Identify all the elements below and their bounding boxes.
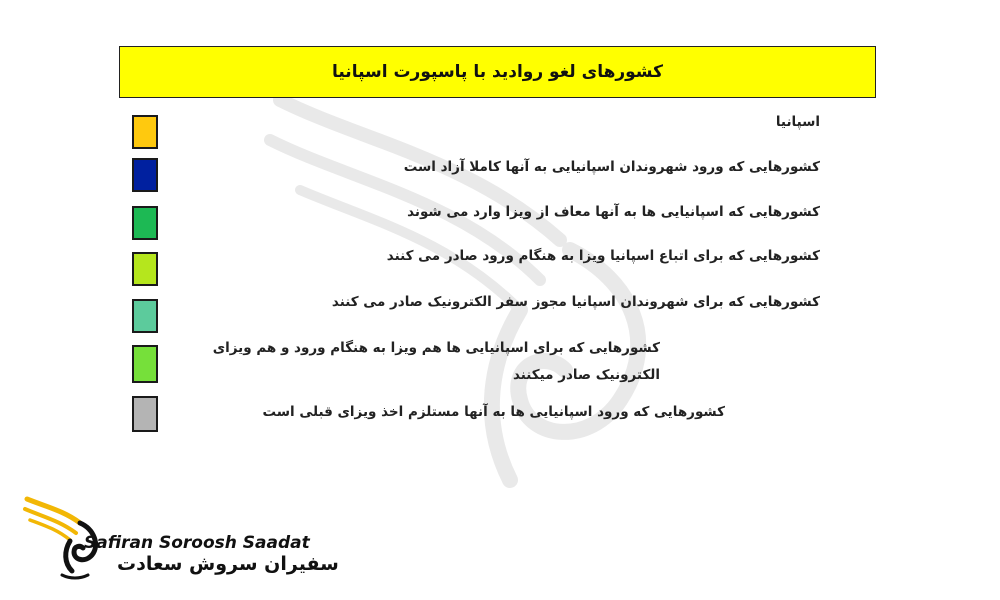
legend-swatch-visa-free (132, 158, 158, 192)
logo-name-fa: سفیران سروش سعادت (117, 553, 339, 575)
legend-label: کشورهایی که ورود شهروندان اسپانیایی به آنها کاملا آزاد است (403, 159, 820, 175)
legend-swatch-visa-on-arrival (132, 252, 158, 286)
legend-swatch-visa-required (132, 396, 158, 432)
logo-name-en: Safiran Soroosh Saadat (84, 533, 310, 553)
legend-label: کشورهایی که برای اسپانیایی ها هم ویزا به هنگام ورود و هم ویزای الکترونیک صادر میکنند (212, 340, 660, 383)
legend-swatch-eta (132, 299, 158, 333)
legend-swatch-voa-and-evisa (132, 345, 158, 383)
legend-swatch-visa-exempt (132, 206, 158, 240)
legend-swatch-spain (132, 115, 158, 149)
title-box (119, 46, 876, 98)
legend-label: کشورهایی که ورود اسپانیایی ها به آنها مستلزم اخذ ویزای قبلی است (262, 404, 725, 420)
legend-label: اسپانیا (775, 114, 820, 130)
legend-title: کشورهای لغو روادید با پاسپورت اسپانیا (331, 62, 663, 82)
legend-label: کشورهایی که اسپانیایی ها به آنها معاف از ویزا وارد می شوند (407, 204, 820, 220)
legend-label: کشورهایی که برای شهروندان اسپانیا مجوز سفر الکترونیک صادر می کنند (331, 294, 820, 310)
legend-label: کشورهایی که برای اتباع اسپانیا ویزا به هنگام ورود صادر می کنند (386, 248, 820, 264)
company-logo (22, 493, 339, 583)
